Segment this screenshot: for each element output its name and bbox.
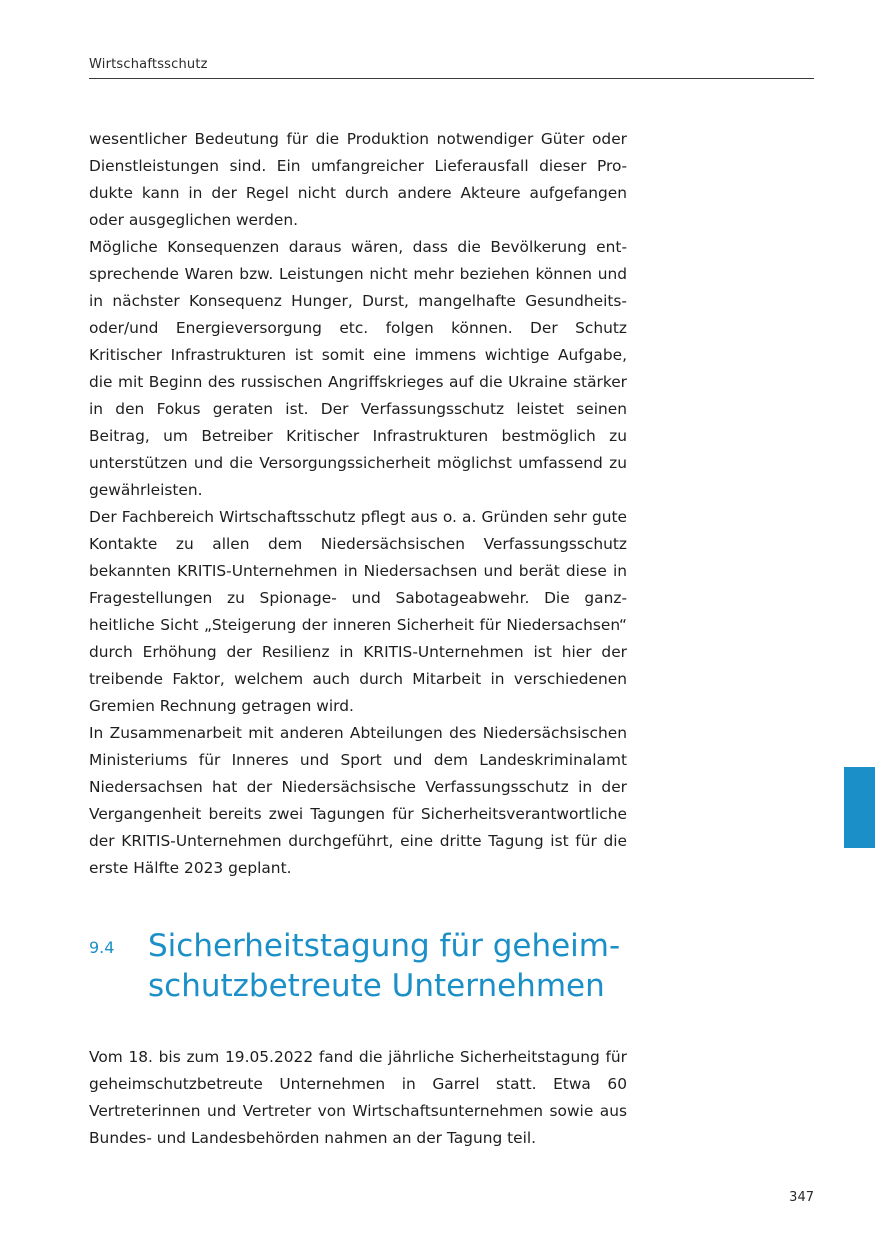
- paragraph: Mögliche Konsequenzen daraus wären, dass die Bevölkerung entsprechende Waren bzw. Leistungen nicht mehr beziehen können und in nächster Konsequenz Hunger, Durst, mangelhafte Gesundheits- oder/und Energieversorgung etc. folgen können. Der Schutz Kritischer Infrastrukturen ist somit eine immens wichtige Aufgabe, die mit Beginn des russischen Angriffskrieges auf die Ukraine stärker in den Fokus geraten ist. Der Verfassungsschutz leistet seinen Beitrag, um Betreiber Kritischer Infrastrukturen bestmöglich zu unterstützen und die Versorgungssicherheit möglichst umfassend zu gewährleisten.: [89, 238, 627, 499]
- header-rule: [89, 78, 814, 79]
- section-title: [148, 926, 648, 1006]
- running-header: Wirtschaftsschutz: [89, 57, 208, 72]
- section-title-line: Sicherheitstagung für geheim-: [148, 928, 621, 964]
- page-number: 347: [789, 1190, 814, 1205]
- paragraph: wesentlicher Bedeutung für die Produktion notwendiger Güter oder Dienstleistungen sind. Ein umfangreicher Lieferausfall dieser Produkte kann in der Regel nicht durch andere Akteure aufgefangen oder ausgeglichen werden.: [89, 130, 627, 229]
- section-number: 9.4: [89, 938, 115, 957]
- paragraph: Vom 18. bis zum 19.05.2022 fand die jährliche Sicherheitstagung für geheimschutzbetreute Unternehmen in Garrel statt. Etwa 60 Vertreterinnen und Vertreter von Wirtschaftsunternehmen sowie aus Bundes- und Landesbehörden nahmen an der Tagung teil.: [89, 1048, 627, 1147]
- main-body-text: [89, 126, 627, 882]
- section-title-line: schutzbetreute Unternehmen: [148, 968, 605, 1004]
- paragraph: Der Fachbereich Wirtschaftsschutz pflegt aus o. a. Gründen sehr gute Kontakte zu allen dem Niedersächsischen Verfassungsschutz bekannten KRITIS-Unternehmen in Niedersachsen und berät diese in Fragestellungen zu Spionage- und Sabotageabwehr. Die ganzheitliche Sicht „Steigerung der inneren Sicherheit für Niedersachsen“ durch Erhöhung der Resilienz in KRITIS-Unternehmen ist hier der treibende Faktor, welchem auch durch Mitarbeit in verschiedenen Gremien Rechnung getragen wird.: [89, 508, 627, 715]
- paragraph: In Zusammenarbeit mit anderen Abteilungen des Niedersächsischen Ministeriums für Inneres und Sport und dem Landeskriminalamt Niedersachsen hat der Niedersächsische Verfassungsschutz in der Vergangenheit bereits zwei Tagungen für Sicherheitsverantwortliche der KRITIS-Unternehmen durchgeführt, eine dritte Tagung ist für die erste Hälfte 2023 geplant.: [89, 724, 627, 877]
- chapter-side-tab: [844, 767, 875, 848]
- section-body-text: [89, 1044, 627, 1152]
